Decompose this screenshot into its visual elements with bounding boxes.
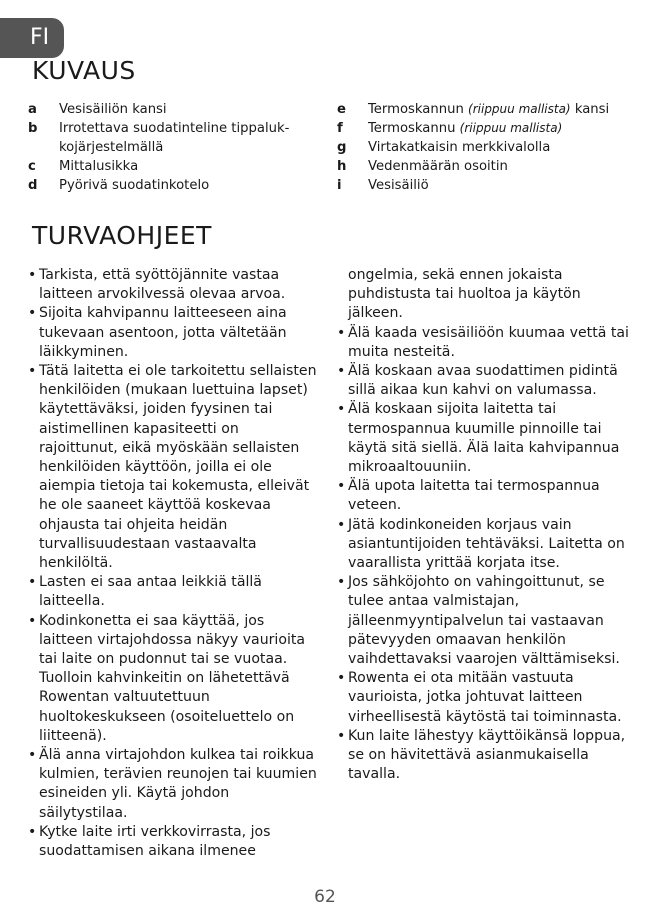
safety-item-text: Kytke laite irti verkkovirrasta, jos suodattamisen aikana ilmenee [39,823,271,860]
bullet: • [28,267,37,283]
part-item [28,119,308,157]
part-text: Virtakatkaisin merkkivalolla [368,140,551,155]
part-item [337,176,627,195]
safety-item-text: Älä kaada vesisäiliöön kuumaa vettä tai muita nesteitä. [348,324,629,360]
safety-item-text: Sijoita kahvipannu laitteeseen aina tukevaan asentoon, jotta vältetään läikkyminen. [39,305,287,360]
safety-item-text: Kun laite lähestyy käyttöikänsä loppua, se on hävitettävä asianmukaisella tavalla. [348,727,626,783]
part-text: Vedenmäärän osoitin [368,159,508,174]
part-item [28,157,308,176]
section-title-description: KUVAUS [32,56,136,85]
safety-item-text: Rowenta ei ota mitään vastuuta vaurioista, jotka johtuvat laitteen virheellisestä käytöstä tai toiminnasta. [348,670,622,725]
safety-item-text: Tarkista, että syöttöjännite vastaa laitteen arvokilvessä olevaa arvoa. [39,267,286,303]
part-letter: i [337,178,342,193]
safety-item [28,746,320,823]
part-letter: a [28,102,37,117]
safety-item [28,304,320,362]
part-item [28,100,308,119]
safety-item-text: Lasten ei saa antaa leikkiä tällä laitteella. [39,574,262,610]
bullet: • [28,363,37,380]
safety-item-text: Tätä laitetta ei ole tarkoitettu sellaisten henkilöiden (mukaan luettuina lapset) käytettäväksi, joiden fyysinen tai aistimellinen kapasiteetti on rajoittunut, eikä myöskään sellaisten henkilöiden käyttöön, joilla ei ole aiempia tietoja tai kokemusta, elleivät he ole saaneet käyttöä koskevaa ohjausta tai ohjeita heidän turvallisuudestaan vastaavalta henkilöltä. [39,363,317,572]
safety-item [337,516,629,574]
part-text: Vesisäiliö [368,178,429,193]
bullet: • [337,670,346,687]
part-text: Irrotettava suodatinteline tippaluk-kojärjestelmällä [59,121,290,155]
safety-item [337,727,629,785]
safety-item [337,573,629,669]
safety-item-text: Älä anna virtajohdon kulkea tai roikkua kulmien, terävien reunojen tai kuumien esineiden yli. Käytä johdon säilytystilaa. [39,747,317,821]
part-letter: f [337,121,343,136]
part-item [28,176,308,195]
parts-list-left [28,100,308,195]
bullet: • [337,727,346,744]
language-tab: FI [0,18,64,58]
part-text-suffix: kansi [570,102,610,117]
part-letter: c [28,159,36,174]
bullet: • [337,478,346,495]
part-text: Vesisäiliön kansi [59,102,167,117]
part-item [337,119,627,138]
safety-item [337,362,629,400]
part-text-main: Termoskannu [368,121,456,136]
page-number: 62 [314,887,336,907]
parts-list-right [337,100,627,195]
part-model-note: (riippuu mallista) [459,121,563,135]
part-item [337,157,627,176]
part-letter: h [337,159,347,174]
part-item [337,100,627,119]
bullet: • [28,612,37,629]
safety-item [337,477,629,515]
part-text [368,100,627,119]
safety-item-text: Älä koskaan avaa suodattimen pidintä sillä aikaa kun kahvi on valumassa. [348,363,618,399]
safety-item [28,823,320,861]
part-model-note: (riippuu mallista) [468,102,571,116]
safety-item-text: Älä koskaan sijoita laitetta tai termospannua kuumille pinnoille tai käytä sitä siellä. Älä laita kahvipannua mikroaaltouuniin. [348,401,620,476]
bullet: • [337,401,346,418]
safety-column-left [28,266,320,861]
part-text: Pyörivä suodatinkotelo [59,178,210,193]
bullet: • [337,574,346,591]
part-letter: d [28,178,38,193]
bullet: • [28,747,37,764]
safety-item-text: Kodinkonetta ei saa käyttää, jos laitteen virtajohdossa näkyy vaurioita tai laite on pudonnut tai se vuotaa. Tuolloin kahvinkeitin on lähetettävä Rowentan valtuutettuun huoltokeskukseen (osoiteluettelo on liitteenä). [39,612,306,744]
safety-item [337,324,629,362]
safety-item-continuation: ongelmia, sekä ennen jokaista puhdistusta tai huoltoa ja käytön jälkeen. [348,267,581,322]
bullet: • [337,324,346,341]
safety-item [28,266,320,304]
safety-item-text: Älä upota laitetta tai termospannua veteen. [348,478,600,514]
part-text: Mittalusikka [59,159,139,174]
bullet: • [28,305,37,322]
bullet: • [28,574,37,591]
part-text [368,119,627,138]
safety-item-text: Jätä kodinkoneiden korjaus vain asiantuntijoiden tehtäväksi. Laitetta on vaarallista yrittää korjata itse. [348,516,625,572]
section-title-safety: TURVAOHJEET [32,221,212,250]
bullet: • [337,363,346,380]
part-text-main: Termoskannun [368,102,464,117]
part-item [337,138,627,157]
safety-item [28,362,320,573]
safety-column-right [337,266,629,784]
part-letter: e [337,102,346,117]
bullet: • [337,516,346,533]
safety-item [28,612,320,746]
part-letter: b [28,121,38,136]
safety-item [28,573,320,611]
safety-item-text: Jos sähköjohto on vahingoittunut, se tulee antaa valmistajan, jälleenmyyntipalvelun tai vastaavan pätevyyden omaavan henkilön vaihdettavaksi vaarojen välttämiseksi. [348,574,620,668]
part-letter: g [337,140,347,155]
bullet: • [28,823,37,840]
safety-item [337,669,629,727]
safety-item [337,400,629,477]
